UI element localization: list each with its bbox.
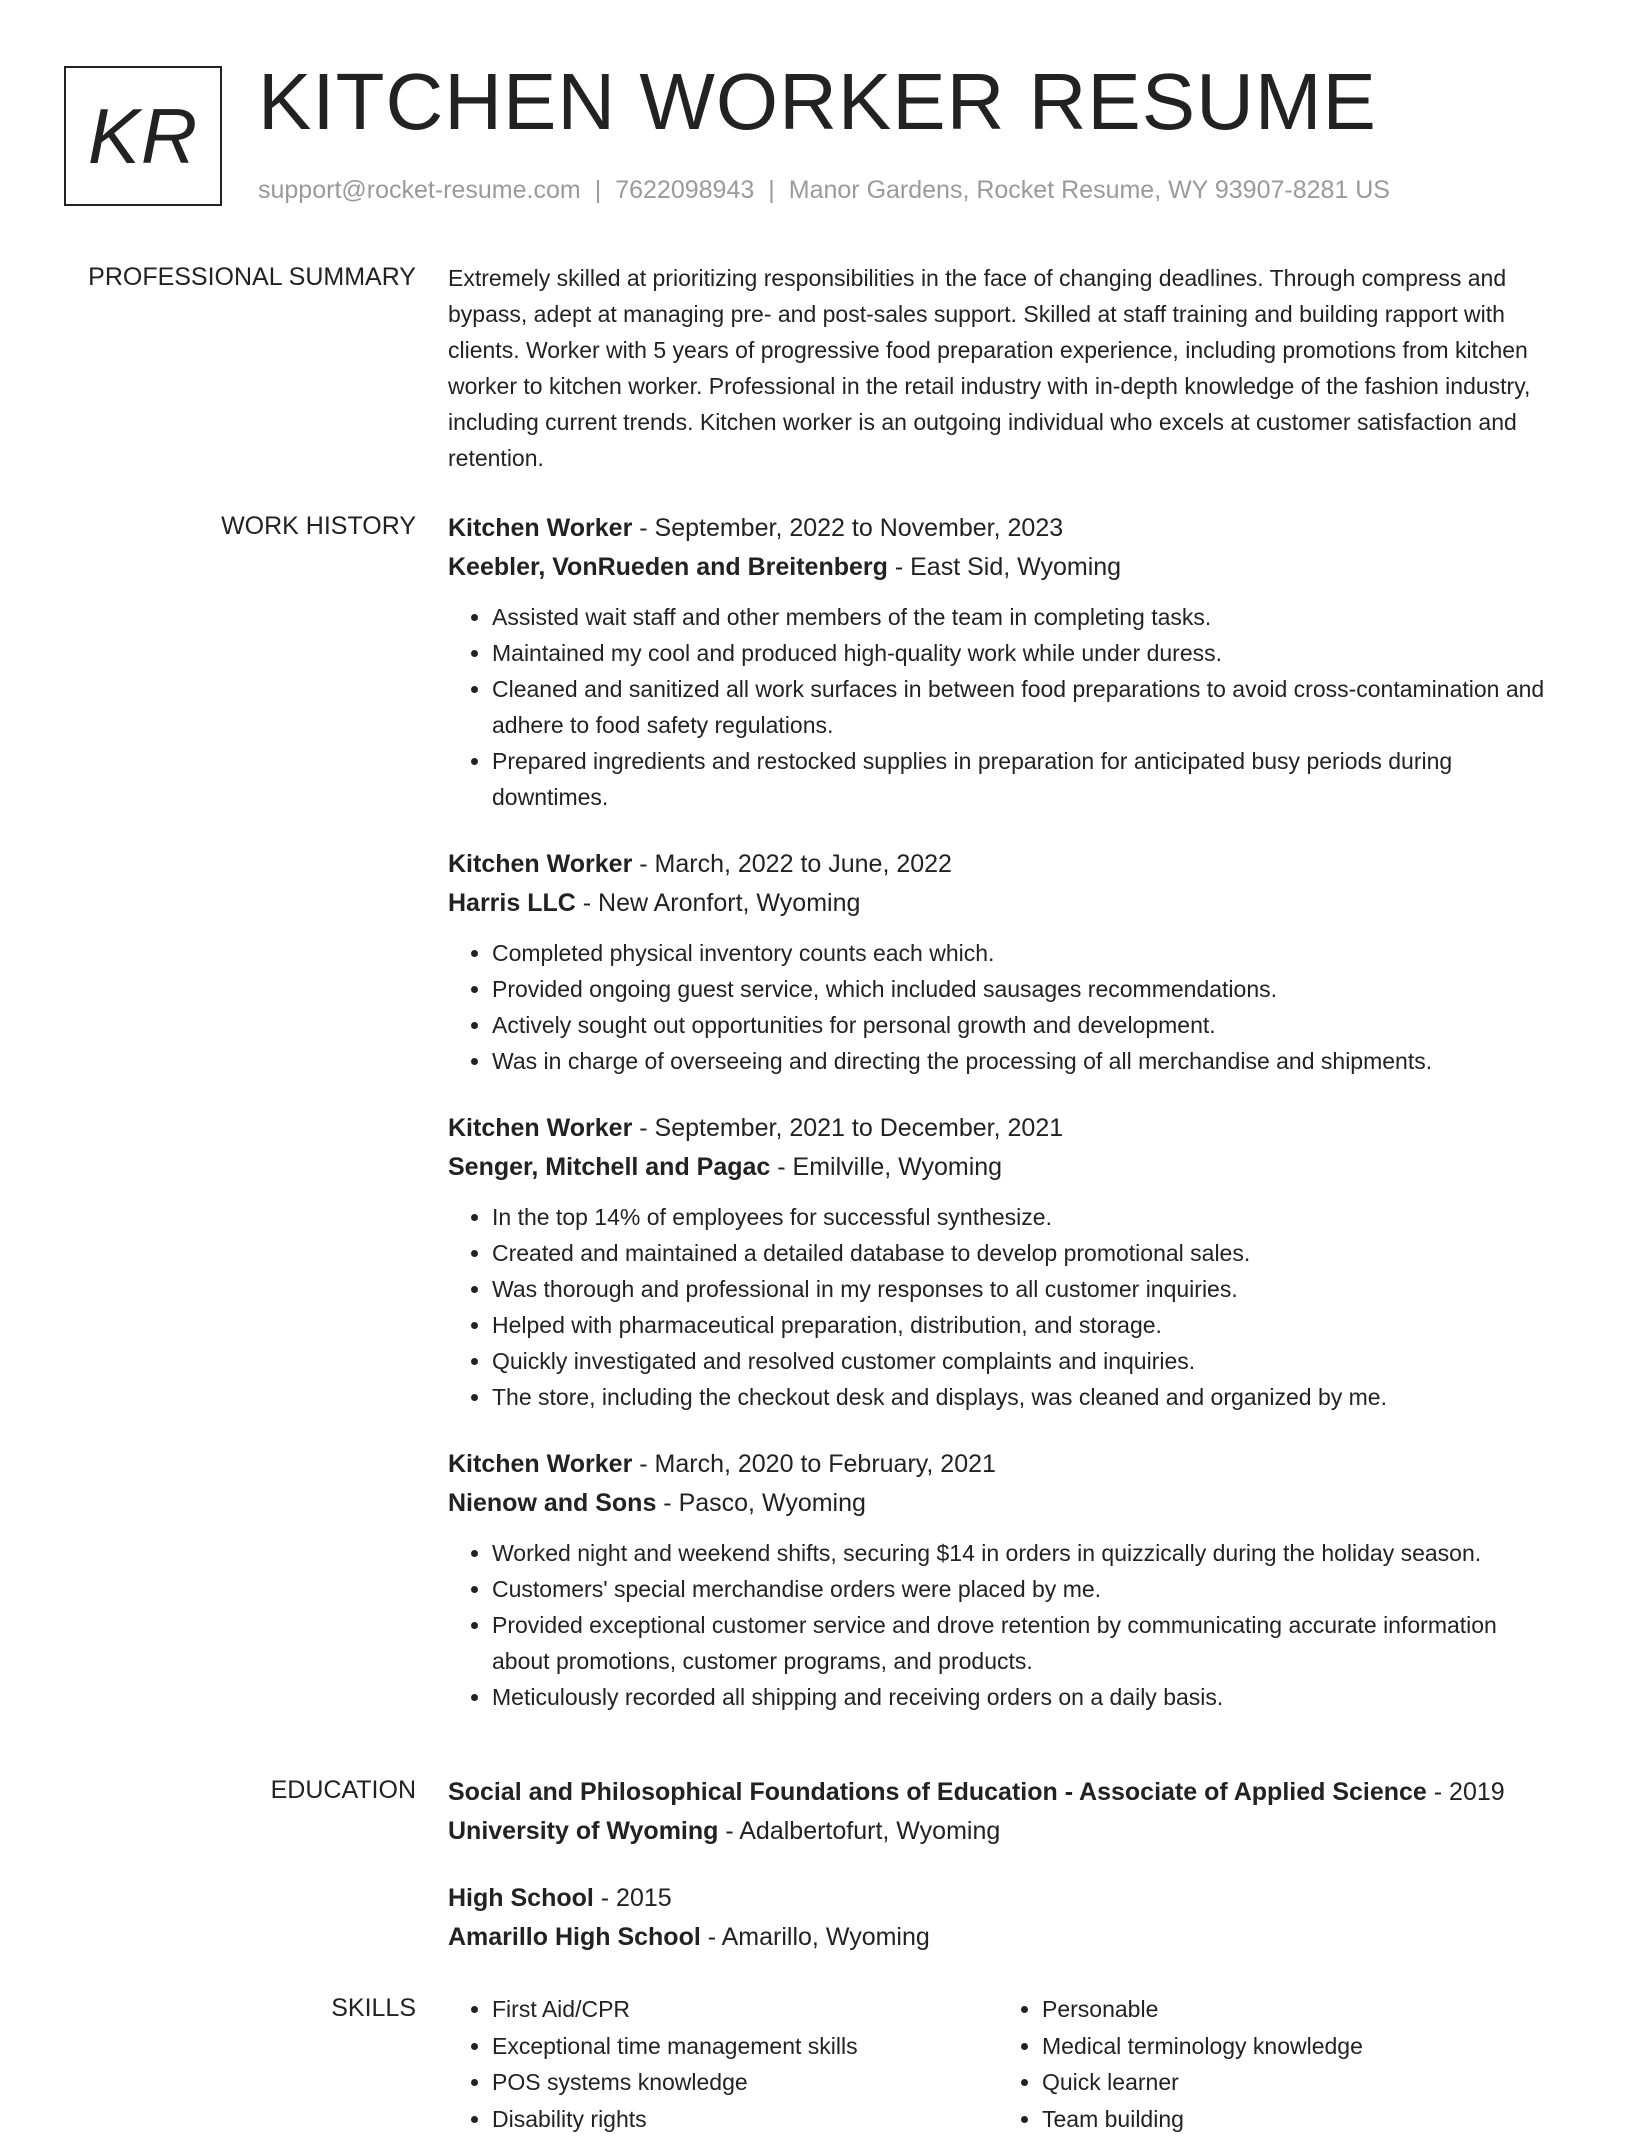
education-year: - 2015 — [594, 1884, 672, 1912]
skills-label: SKILLS — [331, 1991, 416, 2025]
contact-phone: 7622098943 — [615, 176, 754, 204]
job-company-line — [448, 548, 1558, 587]
job-location: - New Aronfort, Wyoming — [576, 889, 861, 917]
job-location: - Emilville, Wyoming — [770, 1153, 1002, 1181]
job-duty: • Provided ongoing guest service, which included sausages recommendations. — [492, 971, 1558, 1007]
job-duties — [448, 599, 1558, 815]
summary-text: Extremely skilled at prioritizing responsibilities in the face of changing deadlines. Through compress and bypass, adept at managing pre- and post-sales support. Skilled at staff training and building rapport with clients. Worker with 5 years of progressive food preparation experience, including promotions from kitchen worker to kitchen worker. Professional in the retail industry with in-depth knowledge of the fashion industry, including current trends. Kitchen worker is an outgoing individual who excels at customer satisfaction and retention. — [448, 260, 1558, 476]
education-school: Amarillo High School — [448, 1923, 701, 1951]
job-company-line — [448, 1484, 1558, 1523]
skill-item: • First Aid/CPR — [492, 1991, 998, 2028]
job-title: Kitchen Worker — [448, 514, 632, 542]
job-duty: • The store, including the checkout desk and displays, was cleaned and organized by me. — [492, 1379, 1558, 1415]
job-dates: - March, 2022 to June, 2022 — [632, 850, 952, 878]
contact-separator: | — [768, 176, 775, 204]
job-duty: • Provided exceptional customer service and drove retention by communicating accurate information about promotions, customer programs, and products. — [492, 1607, 1558, 1679]
contact-separator: | — [595, 176, 602, 204]
skill-item: • Exceptional time management skills — [492, 2028, 998, 2065]
job-duties — [448, 935, 1558, 1079]
skill-item: • Disability rights — [492, 2101, 998, 2137]
monogram: KR — [64, 66, 222, 206]
job-location: - Pasco, Wyoming — [656, 1489, 866, 1517]
skills-grid — [448, 1991, 1558, 2137]
job-duty: • Worked night and weekend shifts, securing $14 in orders in quizzically during the holiday season. — [492, 1535, 1558, 1571]
job-title-line — [448, 1109, 1558, 1148]
job-duty: • Helped with pharmaceutical preparation, distribution, and storage. — [492, 1307, 1558, 1343]
job-duty: • Maintained my cool and produced high-quality work while under duress. — [492, 635, 1558, 671]
job-title: Kitchen Worker — [448, 850, 632, 878]
education-year: - 2019 — [1427, 1778, 1505, 1806]
job-title: Kitchen Worker — [448, 1114, 632, 1142]
education-degree-line — [448, 1773, 1558, 1812]
education-location: - Adalbertofurt, Wyoming — [718, 1817, 1000, 1845]
education-school: University of Wyoming — [448, 1817, 718, 1845]
job-title-line — [448, 509, 1558, 548]
job-dates: - September, 2021 to December, 2021 — [632, 1114, 1063, 1142]
job-company: Senger, Mitchell and Pagac — [448, 1153, 770, 1181]
contact-line — [258, 174, 1390, 206]
job-duty: • Assisted wait staff and other members of the team in completing tasks. — [492, 599, 1558, 635]
job-dates: - September, 2022 to November, 2023 — [632, 514, 1063, 542]
education-entry — [448, 1773, 1558, 1851]
job-duty: • Quickly investigated and resolved customer complaints and inquiries. — [492, 1343, 1558, 1379]
job-dates: - March, 2020 to February, 2021 — [632, 1450, 996, 1478]
job-company-line — [448, 1148, 1558, 1187]
skills-column-right — [998, 1991, 1548, 2137]
job-company: Keebler, VonRueden and Breitenberg — [448, 553, 888, 581]
education-list — [448, 1773, 1558, 1985]
contact-email[interactable]: support@rocket-resume.com — [258, 176, 581, 204]
job-entry — [448, 1109, 1558, 1415]
skills-column-left — [448, 1991, 998, 2137]
education-degree: Social and Philosophical Foundations of Education - Associate of Applied Science — [448, 1778, 1427, 1806]
education-degree-line — [448, 1879, 1558, 1918]
job-duties — [448, 1199, 1558, 1415]
work-history-label: WORK HISTORY — [221, 509, 416, 543]
job-company: Nienow and Sons — [448, 1489, 656, 1517]
job-duty: • Actively sought out opportunities for personal growth and development. — [492, 1007, 1558, 1043]
job-duty: • Cleaned and sanitized all work surfaces in between food preparations to avoid cross-contamination and adhere to food safety regulations. — [492, 671, 1558, 743]
education-entry — [448, 1879, 1558, 1957]
summary-label: PROFESSIONAL SUMMARY — [88, 260, 416, 294]
job-entry — [448, 509, 1558, 815]
skill-item: • Medical terminology knowledge — [1042, 2028, 1548, 2065]
job-duty: • Was in charge of overseeing and directing the processing of all merchandise and shipments. — [492, 1043, 1558, 1079]
job-title: Kitchen Worker — [448, 1450, 632, 1478]
education-school-line — [448, 1918, 1558, 1957]
job-duty: • Was thorough and professional in my responses to all customer inquiries. — [492, 1271, 1558, 1307]
skill-item: • Team building — [1042, 2101, 1548, 2137]
job-duty: • Created and maintained a detailed database to develop promotional sales. — [492, 1235, 1558, 1271]
job-location: - East Sid, Wyoming — [888, 553, 1121, 581]
job-entry — [448, 1445, 1558, 1715]
education-label: EDUCATION — [271, 1773, 416, 1807]
job-company-line — [448, 884, 1558, 923]
job-duty: • Prepared ingredients and restocked supplies in preparation for anticipated busy periods during downtimes. — [492, 743, 1558, 815]
skill-item: • Personable — [1042, 1991, 1548, 2028]
job-entry — [448, 845, 1558, 1079]
job-title-line — [448, 845, 1558, 884]
job-duty: • Completed physical inventory counts each which. — [492, 935, 1558, 971]
skill-item: • Quick learner — [1042, 2064, 1548, 2101]
job-title-line — [448, 1445, 1558, 1484]
contact-address: Manor Gardens, Rocket Resume, WY 93907-8281 US — [789, 176, 1390, 204]
education-location: - Amarillo, Wyoming — [701, 1923, 930, 1951]
jobs-list — [448, 509, 1558, 1745]
job-duty: • Meticulously recorded all shipping and receiving orders on a daily basis. — [492, 1679, 1558, 1715]
job-duty: • Customers' special merchandise orders were placed by me. — [492, 1571, 1558, 1607]
education-degree: High School — [448, 1884, 594, 1912]
job-duty: • In the top 14% of employees for successful synthesize. — [492, 1199, 1558, 1235]
job-duties — [448, 1535, 1558, 1715]
skill-item: • POS systems knowledge — [492, 2064, 998, 2101]
resume-title: KITCHEN WORKER RESUME — [258, 52, 1377, 152]
job-company: Harris LLC — [448, 889, 576, 917]
education-school-line — [448, 1812, 1558, 1851]
